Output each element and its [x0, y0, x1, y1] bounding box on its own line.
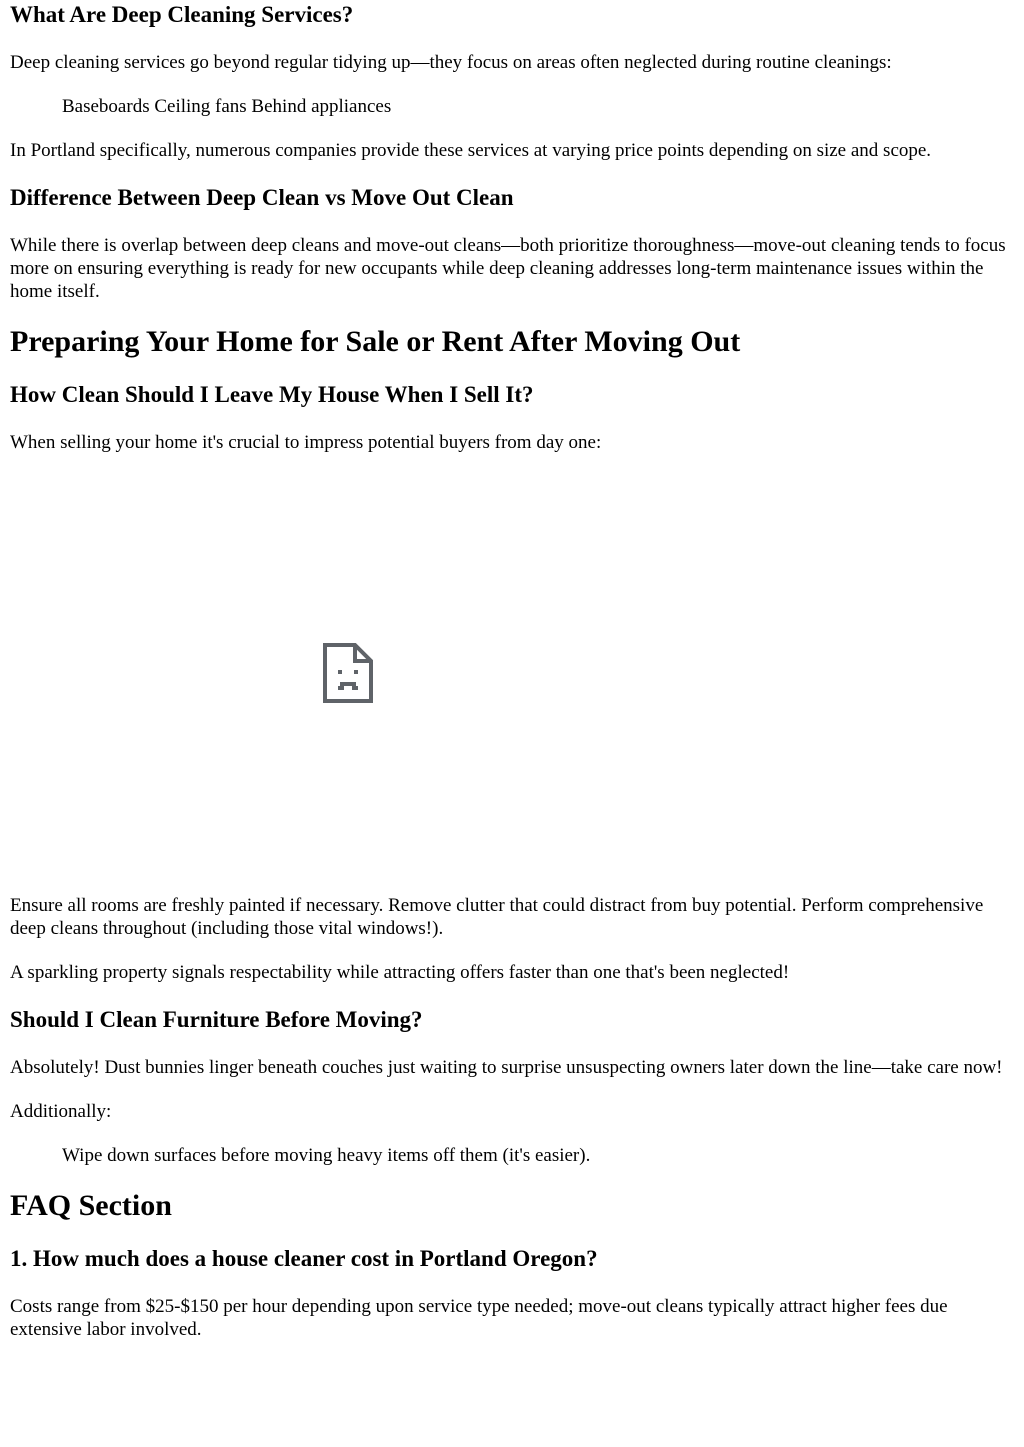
sell-list: Ensure all rooms are freshly painted if necessary. Remove clutter that could distract from buy potential. Perform comprehensive deep cleans throughout (including those vital windows!).	[10, 895, 984, 939]
sell-intro: When selling your home it's crucial to impress potential buyers from day one:	[10, 432, 602, 453]
article-body	[0, 1, 1024, 1341]
furniture-additionally: Additionally:	[10, 1101, 112, 1122]
sell-note: A sparkling property signals respectability while attracting offers faster than one that's been neglected!	[10, 962, 790, 983]
difference-text: While there is overlap between deep cleans and move-out cleans—both prioritize thoroughness—move-out cleaning tends to focus more on ensuring everything is ready for new occupants while deep cleaning addresses long-term maintenance issues within the home itself.	[10, 235, 1006, 302]
deep-cleaning-intro: Deep cleaning services go beyond regular tidying up—they focus on areas often neglected during routine cleanings:	[10, 52, 892, 73]
difference-heading: Difference Between Deep Clean vs Move Out Clean	[10, 185, 514, 210]
furniture-heading: Should I Clean Furniture Before Moving?	[10, 1007, 423, 1032]
deep-cleaning-heading: What Are Deep Cleaning Services?	[10, 2, 354, 27]
sell-heading: How Clean Should I Leave My House When I Sell It?	[10, 382, 534, 407]
faq-answer-1: Costs range from $25-$150 per hour depending upon service type needed; move-out cleans typically attract higher fees due extensive labor involved.	[10, 1296, 948, 1340]
furniture-text: Absolutely! Dust bunnies linger beneath couches just waiting to surprise unsuspecting owners later down the line—take care now!	[10, 1057, 1003, 1078]
article-image	[10, 464, 1014, 894]
preparing-heading: Preparing Your Home for Sale or Rent After Moving Out	[10, 325, 741, 358]
broken-image-icon	[323, 643, 373, 703]
deep-cleaning-list: Baseboards Ceiling fans Behind appliances	[62, 96, 392, 117]
faq-heading: FAQ Section	[10, 1189, 172, 1222]
deep-cleaning-portland: In Portland specifically, numerous companies provide these services at varying price points depending on size and scope.	[10, 140, 932, 161]
faq-question-1: 1. How much does a house cleaner cost in Portland Oregon?	[10, 1246, 598, 1271]
furniture-list: Wipe down surfaces before moving heavy items off them (it's easier).	[62, 1145, 591, 1166]
